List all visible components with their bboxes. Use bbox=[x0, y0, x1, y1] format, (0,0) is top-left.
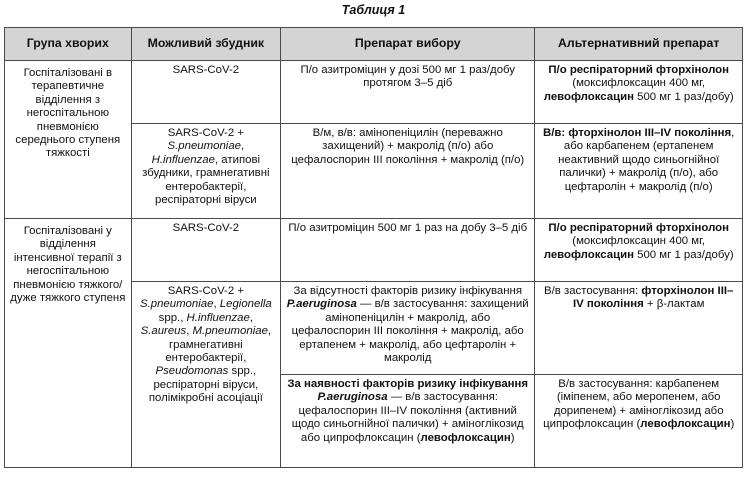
table-caption: Таблиця 1 bbox=[341, 3, 406, 17]
alternative-cell: В/в: фторхінолон III–IV покоління, або карбапенем (ертапенем неактивний щодо синьогнійної палички) + макролід (п/о), або цефтаролін + макролід (п/о) bbox=[535, 124, 743, 219]
group-cell: Госпіталізовані в терапевтичне відділення з негоспітальною пневмонією середнього ступеня тяжкості bbox=[5, 61, 132, 219]
choice-cell: В/м, в/в: амінопеніцилін (переважно захищений) + макролід (п/о) або цефалоспорин III покоління + макролід (п/о) bbox=[281, 124, 535, 219]
choice-cell: П/о азитроміцин 500 мг 1 раз на добу 3–5 діб bbox=[281, 219, 535, 282]
header-pathogen: Можливий збудник bbox=[131, 28, 280, 61]
table-header-row bbox=[5, 28, 743, 61]
group-cell: Госпіталізовані у відділення інтенсивної терапії з негоспітальною пневмонією тяжкого/дуже тяжкого ступеня bbox=[5, 219, 132, 468]
alternative-cell: В/в застосування: карбапенем (іміпенем, або меропенем, або дорипенем) + аміноглікозид або ципрофлоксацин (левофлоксацин) bbox=[535, 375, 743, 468]
alternative-cell: П/о респіраторний фторхінолон (моксифлоксацин 400 мг, левофлоксацин 500 мг 1 раз/добу) bbox=[535, 219, 743, 282]
antibiotic-table bbox=[4, 27, 743, 468]
header-alternative-drug: Альтернативний препарат bbox=[535, 28, 743, 61]
alternative-cell: П/о респіраторний фторхінолон (моксифлоксацин 400 мг, левофлоксацин 500 мг 1 раз/добу) bbox=[535, 61, 743, 124]
choice-cell: П/о азитроміцин у дозі 500 мг 1 раз/добу протягом 3–5 діб bbox=[281, 61, 535, 124]
pathogen-cell: SARS-CoV-2 bbox=[131, 219, 280, 282]
choice-cell: За відсутності факторів ризику інфікування P.aeruginosa — в/в застосування: захищений амінопеніцилін + макролід, або цефалоспорин III покоління + макролід, або ертапенем + макролід, або цефтаролін + макролід bbox=[281, 282, 535, 375]
table-row bbox=[5, 219, 743, 282]
pathogen-cell: SARS-CoV-2 + S.pneumoniae, H.influenzae, атипові збудники, грамнегативні ентеробактерії, респіраторні віруси bbox=[131, 124, 280, 219]
alternative-cell: В/в застосування: фторхінолон III–IV покоління + β-лактам bbox=[535, 282, 743, 375]
pathogen-cell: SARS-CoV-2 bbox=[131, 61, 280, 124]
pathogen-cell: SARS-CoV-2 + S.pneumoniae, Legionella spp., H.influenzae, S.aureus, M.pneumoniae, грамнегативні ентеробактерії, Pseudomonas spp., респіраторні віруси, полімікробні асоціації bbox=[131, 282, 280, 468]
header-patient-group: Група хворих bbox=[5, 28, 132, 61]
header-drug-of-choice: Препарат вибору bbox=[281, 28, 535, 61]
table-row bbox=[5, 61, 743, 124]
choice-cell: За наявності факторів ризику інфікування P.aeruginosa — в/в застосування: цефалоспорин III–IV покоління (активний щодо синьогнійної палички) + аміноглікозид або ципрофлоксацин (левофлоксацин) bbox=[281, 375, 535, 468]
